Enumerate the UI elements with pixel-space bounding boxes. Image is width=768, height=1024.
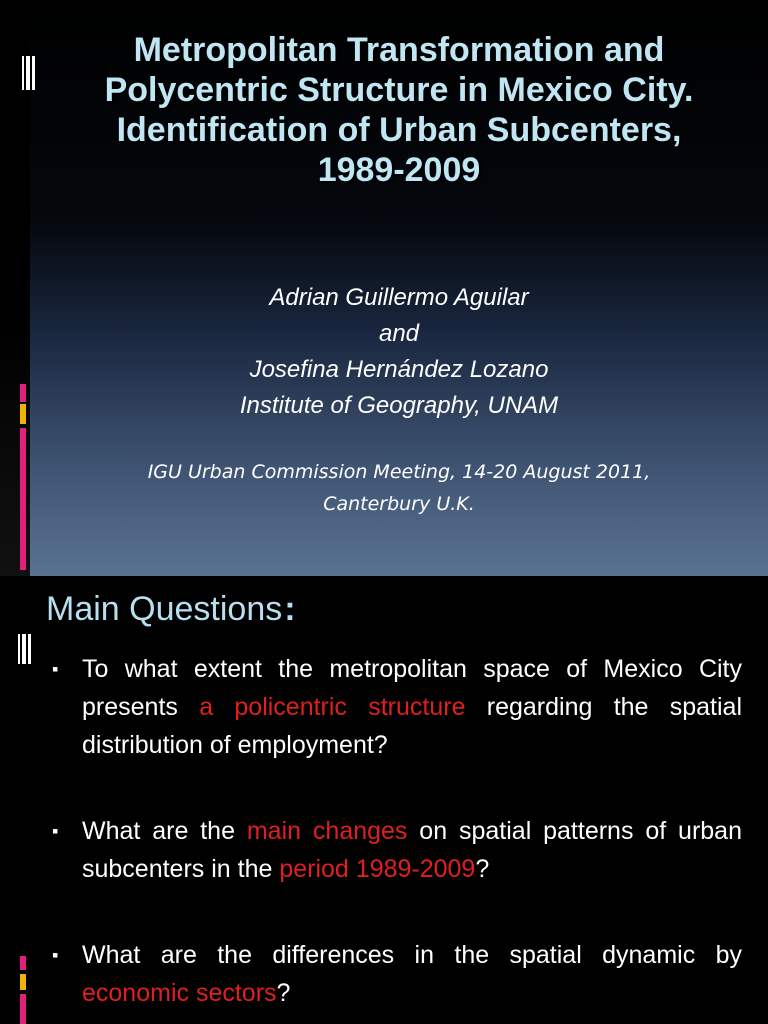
meeting-info	[40, 456, 758, 520]
title-line: 1989-2009	[317, 151, 481, 189]
slide-title	[40, 30, 758, 190]
accent-bar-gold	[20, 974, 26, 990]
highlight-text: a policentric structure	[199, 693, 466, 721]
question-text: on spatial patterns of urban subcenters in the	[82, 817, 742, 883]
bullet-icon: ▪	[52, 945, 59, 965]
accent-bar-gold	[20, 404, 26, 424]
accent-bar-magenta	[20, 384, 26, 402]
accent-bar-magenta-long	[20, 994, 26, 1024]
question-text: regarding the spatial distribution of employment?	[82, 693, 742, 759]
highlight-text: economic sectors	[82, 979, 277, 1007]
bullet-icon: ▪	[52, 659, 59, 679]
accent-bar-magenta-long	[20, 428, 26, 570]
section-title-text: Main Questions	[46, 590, 283, 628]
question-list	[50, 650, 742, 1024]
section-title-colon: :	[284, 590, 296, 628]
question-item	[50, 936, 742, 1012]
highlight-text: main changes	[246, 817, 408, 845]
institution: Institute of Geography, UNAM	[239, 392, 559, 419]
title-line: Polycentric Structure in Mexico City.	[104, 71, 694, 109]
author-name: Adrian Guillermo Aguilar	[269, 284, 529, 311]
question-text: What are the differences in the spatial dynamic by	[82, 941, 742, 969]
meeting-location: Canterbury U.K.	[323, 493, 475, 515]
bullet-icon: ▪	[52, 821, 59, 841]
questions-slide	[0, 576, 768, 1024]
question-text: ?	[475, 855, 490, 883]
author-connector: and	[378, 320, 420, 347]
title-line: Metropolitan Transformation and	[133, 31, 665, 69]
title-line: Identification of Urban Subcenters,	[116, 111, 682, 149]
question-item	[50, 812, 742, 888]
barcode-decoration	[22, 56, 37, 90]
accent-bar-magenta	[20, 956, 26, 970]
meeting-line: IGU Urban Commission Meeting, 14-20 August 2011,	[147, 461, 651, 483]
question-text: ?	[276, 979, 291, 1007]
question-text: To what extent the metropolitan space of Mexico City presents	[82, 655, 742, 721]
section-title	[46, 590, 296, 629]
barcode-decoration	[18, 634, 33, 664]
question-item	[50, 650, 742, 764]
authors-block	[40, 280, 758, 424]
question-text: What are the	[82, 817, 247, 845]
highlight-text: period 1989-2009	[279, 855, 476, 883]
author-name: Josefina Hernández Lozano	[249, 356, 549, 383]
